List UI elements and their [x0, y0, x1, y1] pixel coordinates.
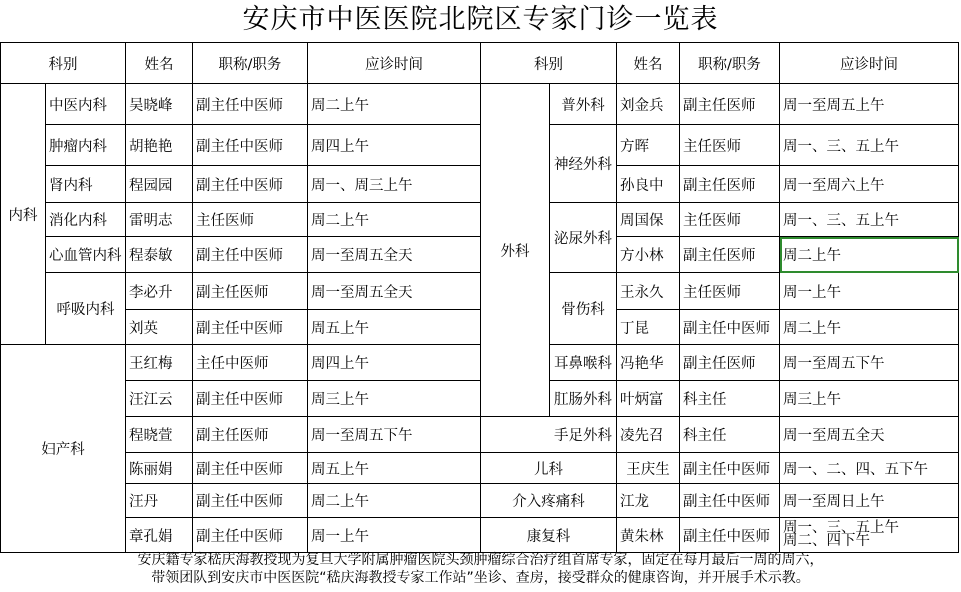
- clinic-time: 周一至周五全天: [308, 237, 481, 273]
- doctor-name: 冯艳华: [617, 345, 680, 381]
- clinic-time: 周一至周五全天: [780, 417, 959, 453]
- footer-line-1: 安庆籍专家嵇庆海教授现为复旦大学附属肿瘤医院头颈肿瘤综合治疗组首席专家，固定在每月最后一周的周六，: [137, 552, 824, 568]
- doctor-title: 副主任医师: [680, 166, 780, 203]
- doctor-title: 主任医师: [193, 203, 308, 237]
- clinic-time: 周二上午: [780, 310, 959, 345]
- table-row: [1, 381, 959, 417]
- subdept-shen: 肾内科: [46, 166, 126, 203]
- clinic-time: 周一上午: [780, 273, 959, 310]
- doctor-title: 副主任中医师: [680, 310, 780, 345]
- clinic-time: 周五上午: [308, 310, 481, 345]
- header-row: [1, 43, 959, 84]
- doctor-name: 方小林: [617, 237, 680, 273]
- header-time: 应诊时间: [308, 43, 481, 84]
- clinic-time: 周五上午: [308, 453, 481, 484]
- doctor-title: 副主任中医师: [193, 381, 308, 417]
- subdept-gushang: 骨伤科: [550, 273, 617, 345]
- schedule-table: [0, 42, 959, 553]
- doctor-name: 李必升: [126, 273, 193, 310]
- doctor-name: 胡艳艳: [126, 125, 193, 166]
- doctor-name: 程园园: [126, 166, 193, 203]
- clinic-time: 周一、二、四、五下午: [780, 453, 959, 484]
- table-row: [1, 484, 959, 518]
- doctor-title: 科主任: [680, 381, 780, 417]
- doctor-title: 主任中医师: [193, 345, 308, 381]
- clinic-time: 周一、三、五上午: [780, 125, 959, 166]
- clinic-time: 周二上午: [308, 203, 481, 237]
- subdept-zhongliu: 肿瘤内科: [46, 125, 126, 166]
- dept-jieru: 介入疼痛科: [481, 484, 617, 518]
- doctor-name: 方晖: [617, 125, 680, 166]
- dept-neike: 内科: [1, 84, 46, 345]
- header-dept-2: 科别: [481, 43, 617, 84]
- header-title: 职称/职务: [193, 43, 308, 84]
- doctor-name: 汪丹: [126, 484, 193, 518]
- clinic-time: 周一、三、五上午: [780, 203, 959, 237]
- dept-erke: 儿科: [481, 453, 617, 484]
- doctor-name: 江龙: [617, 484, 680, 518]
- clinic-time-line-1: 周一、三、五上午: [783, 520, 899, 536]
- clinic-time: 周一上午: [308, 518, 481, 553]
- doctor-title: 副主任中医师: [193, 453, 308, 484]
- subdept-zhongyi: 中医内科: [46, 84, 126, 125]
- table-row: [1, 84, 959, 125]
- subdept-huxi: 呼吸内科: [46, 273, 126, 345]
- footer-line-2: 带领团队到安庆市中医医院“嵇庆海教授专家工作站”坐诊、查房，接受群众的健康咨询，并开展手术示教。: [151, 570, 810, 586]
- doctor-title: 主任医师: [680, 273, 780, 310]
- subdept-gangchang: 肛肠外科: [550, 381, 617, 417]
- dept-fuchan: 妇产科: [1, 345, 126, 553]
- doctor-name: 汪江云: [126, 381, 193, 417]
- clinic-time: 周一至周五下午: [308, 417, 481, 453]
- table-row: [1, 310, 959, 345]
- doctor-title: 副主任医师: [193, 273, 308, 310]
- doctor-name: 周国保: [617, 203, 680, 237]
- table-row: [1, 203, 959, 237]
- header-name-2: 姓名: [617, 43, 680, 84]
- doctor-title: 科主任: [680, 417, 780, 453]
- doctor-title: 副主任中医师: [680, 453, 780, 484]
- doctor-title: 副主任中医师: [193, 125, 308, 166]
- clinic-time: 周一至周五下午: [780, 345, 959, 381]
- doctor-name: 丁昆: [617, 310, 680, 345]
- table-row: [1, 345, 959, 381]
- clinic-time: 周四上午: [308, 125, 481, 166]
- table-row: [1, 273, 959, 310]
- clinic-time: 周一至周五全天: [308, 273, 481, 310]
- doctor-title: 副主任医师: [680, 84, 780, 125]
- header-title-2: 职称/职务: [680, 43, 780, 84]
- clinic-time: 周二上午: [308, 484, 481, 518]
- doctor-title: 副主任医师: [680, 237, 780, 273]
- clinic-time: 周四上午: [308, 345, 481, 381]
- doctor-name: 吴晓峰: [126, 84, 193, 125]
- clinic-time-line-2: 周二、四下午: [783, 533, 870, 549]
- clinic-time: 周三上午: [308, 381, 481, 417]
- doctor-title: 副主任中医师: [193, 84, 308, 125]
- doctor-name: 叶炳富: [617, 381, 680, 417]
- doctor-title: 副主任中医师: [193, 484, 308, 518]
- table-row: [1, 166, 959, 203]
- subdept-xiaohua: 消化内科: [46, 203, 126, 237]
- doctor-name: 章孔娟: [126, 518, 193, 553]
- doctor-title: 副主任中医师: [193, 166, 308, 203]
- doctor-name: 凌先召: [617, 417, 680, 453]
- doctor-name: 孙良中: [617, 166, 680, 203]
- doctor-title: 主任医师: [680, 125, 780, 166]
- clinic-time: 周一至周六上午: [780, 166, 959, 203]
- dept-kangfu: 康复科: [481, 518, 617, 553]
- doctor-title: 副主任中医师: [680, 518, 780, 553]
- doctor-title: 主任医师: [680, 203, 780, 237]
- subdept-xinxueguan: 心血管内科: [46, 237, 126, 273]
- header-name: 姓名: [126, 43, 193, 84]
- doctor-name: 王永久: [617, 273, 680, 310]
- doctor-name: 王红梅: [126, 345, 193, 381]
- subdept-puwai: 普外科: [550, 84, 617, 125]
- doctor-name: 黄朱林: [617, 518, 680, 553]
- doctor-name: 程泰敏: [126, 237, 193, 273]
- doctor-name: 陈丽娟: [126, 453, 193, 484]
- table-row: [1, 237, 959, 273]
- doctor-title: 副主任中医师: [193, 310, 308, 345]
- header-time-2: 应诊时间: [780, 43, 959, 84]
- header-dept: 科别: [1, 43, 126, 84]
- doctor-name: 刘金兵: [617, 84, 680, 125]
- page-title: 安庆市中医医院北院区专家门诊一览表: [242, 4, 719, 35]
- clinic-time: 周一、周三上午: [308, 166, 481, 203]
- doctor-title: 副主任中医师: [193, 518, 308, 553]
- clinic-time: 周一至周日上午: [780, 484, 959, 518]
- clinic-time: 周三上午: [780, 381, 959, 417]
- dept-waike: 外科: [481, 84, 550, 417]
- clinic-time: 周二上午: [308, 84, 481, 125]
- doctor-name: 程晓萱: [126, 417, 193, 453]
- clinic-time: 周一至周五上午: [780, 84, 959, 125]
- clinic-time-selected-cell[interactable]: 周二上午: [780, 237, 959, 273]
- doctor-title: 副主任医师: [193, 417, 308, 453]
- subdept-shouzu: 手足外科: [481, 417, 617, 453]
- table-row: [1, 453, 959, 484]
- footer-note: [0, 548, 961, 592]
- doctor-title: 副主任医师: [680, 345, 780, 381]
- table-row: [1, 125, 959, 166]
- subdept-erbihou: 耳鼻喉科: [550, 345, 617, 381]
- doctor-name: 王庆生: [617, 453, 680, 484]
- subdept-shenjing: 神经外科: [550, 125, 617, 203]
- doctor-title: 副主任中医师: [680, 484, 780, 518]
- doctor-title: 副主任中医师: [193, 237, 308, 273]
- table-row: [1, 417, 959, 453]
- doctor-name: 刘英: [126, 310, 193, 345]
- doctor-name: 雷明志: [126, 203, 193, 237]
- subdept-miniao: 泌尿外科: [550, 203, 617, 273]
